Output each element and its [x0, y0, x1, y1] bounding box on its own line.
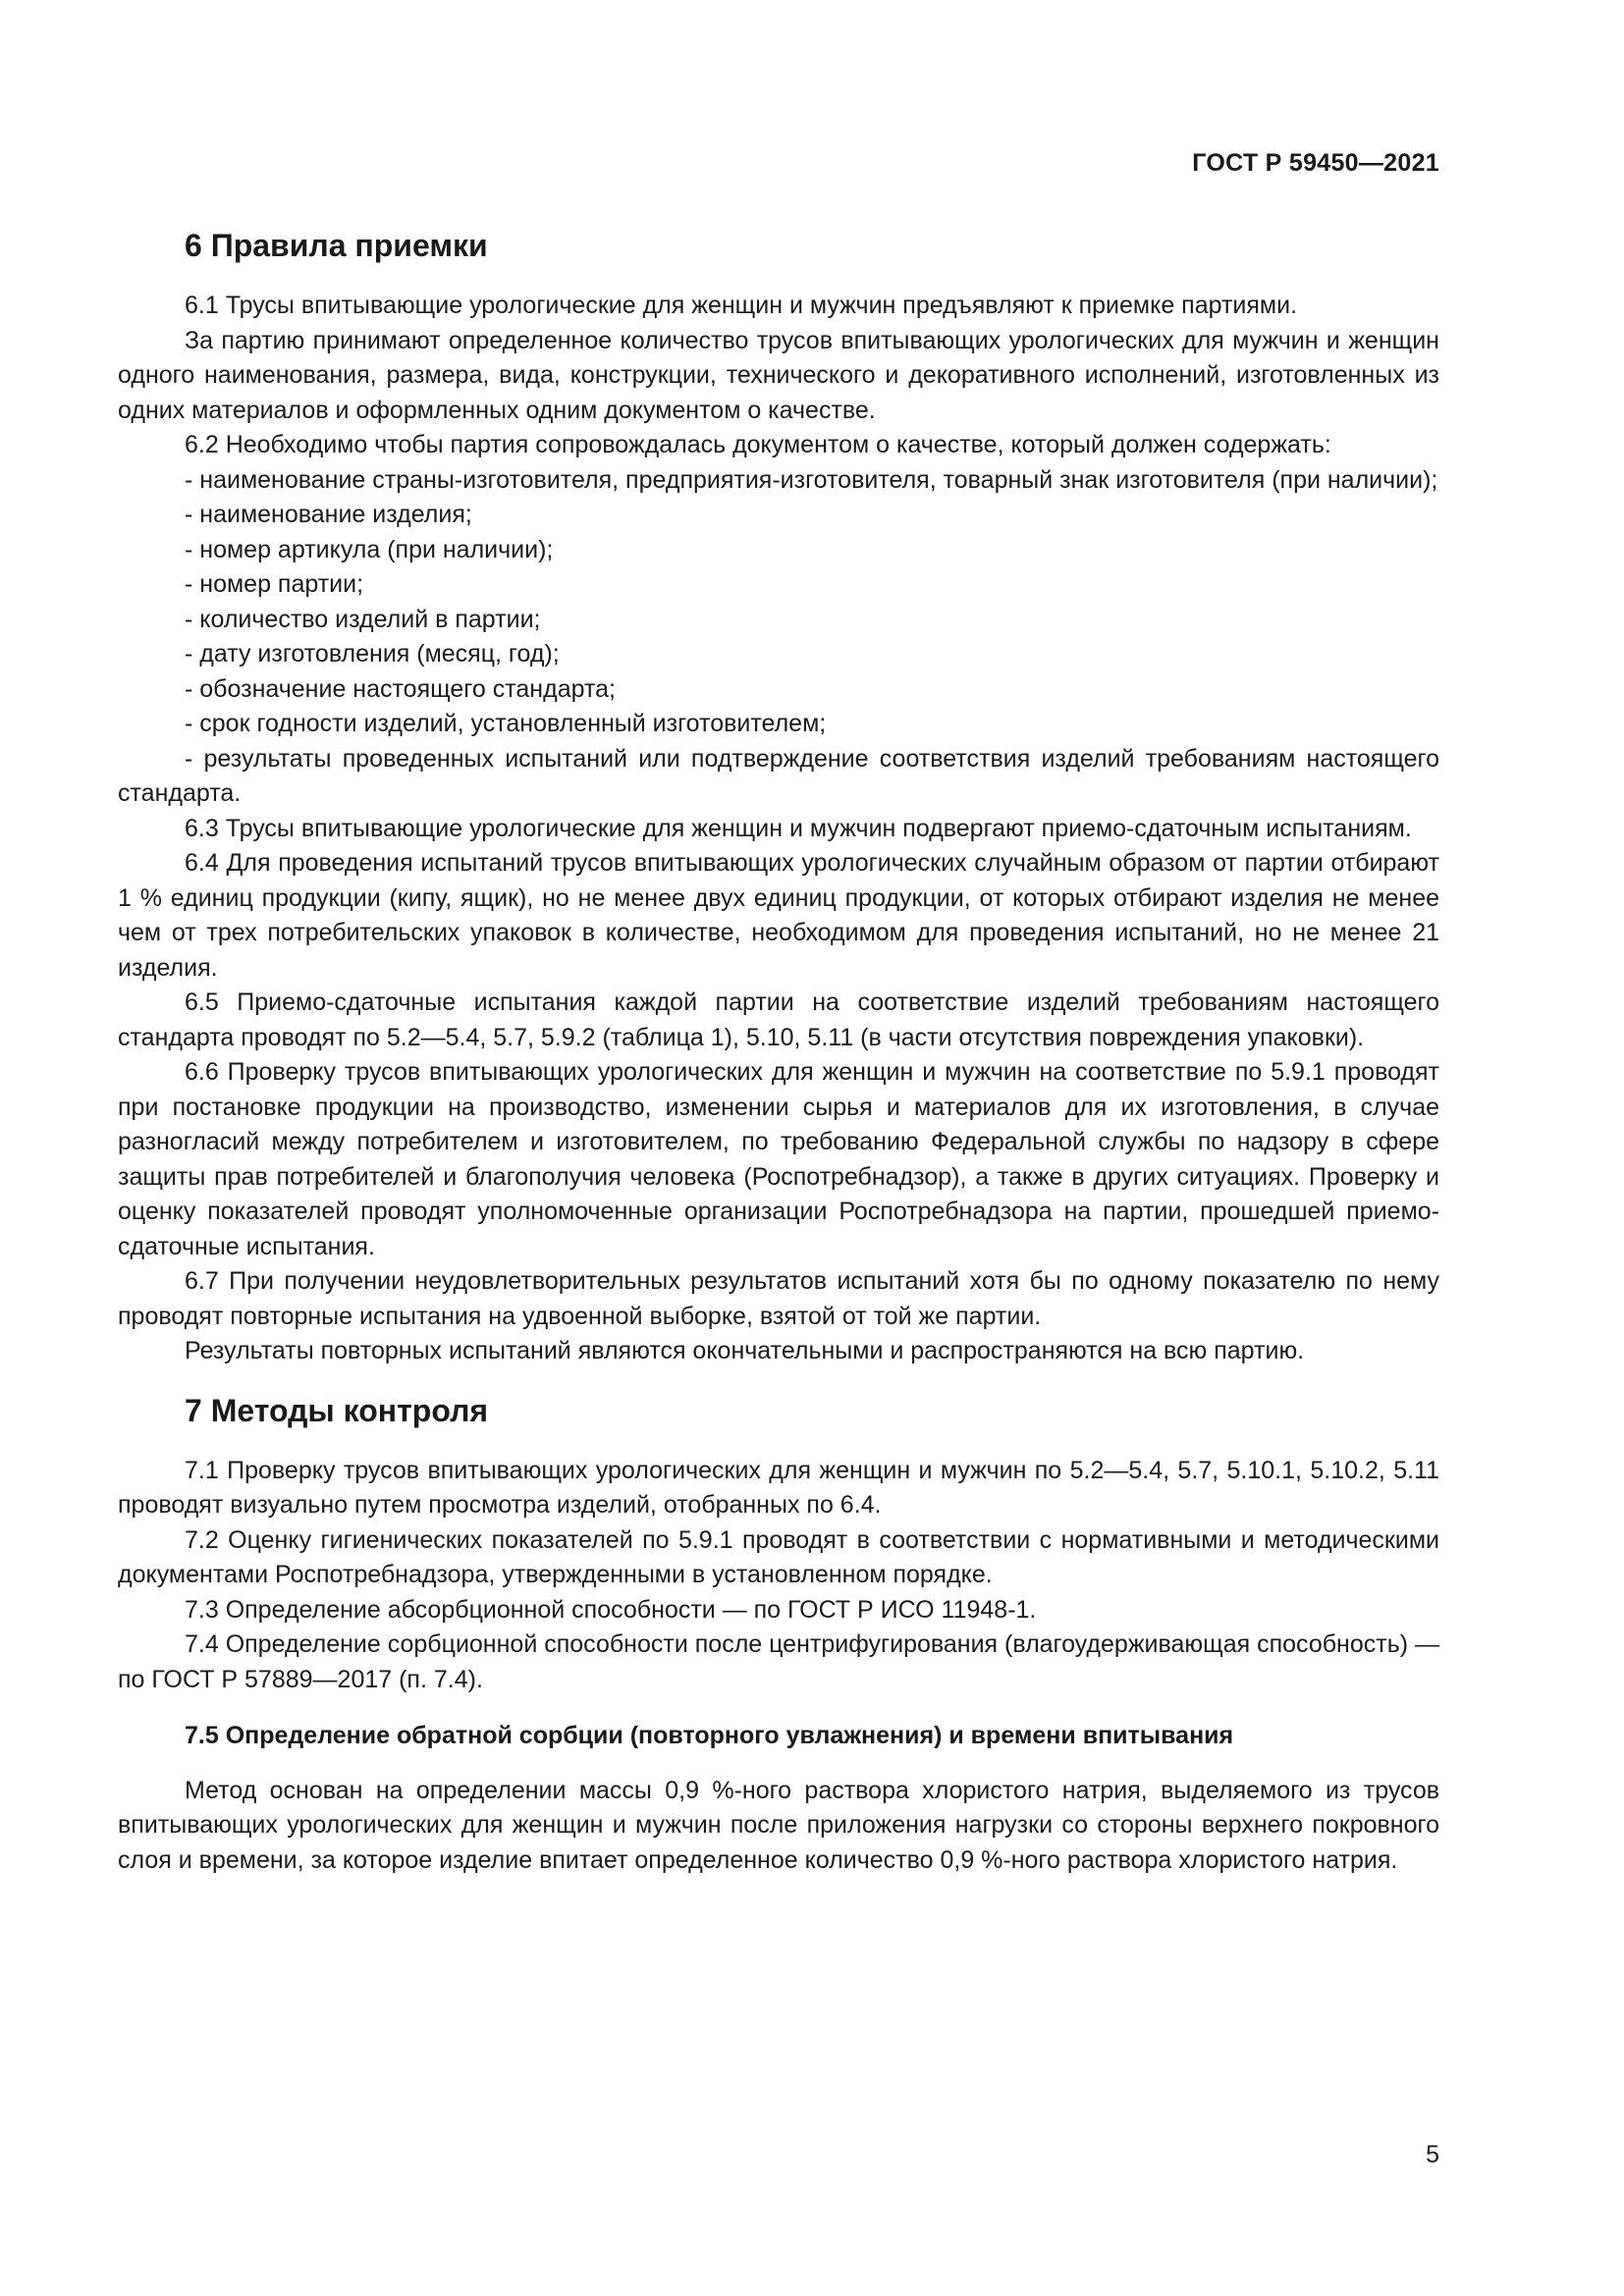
- paragraph-7-5: Метод основан на определении массы 0,9 %-ного раствора хлористого натрия, выделяемого из трусов впитывающих урологических для женщин и мужчин после приложения нагрузки со стороны верхнего покровного слоя и времени, за которое изделие впитает определенное количество 0,9 %-ного раствора хлористого натрия.: [118, 1776, 1439, 1874]
- paragraph-6-7-results: Результаты повторных испытаний являются окончательными и распространяются на всю партию.: [185, 1337, 1305, 1364]
- quality-document-list: [118, 463, 1439, 812]
- document-body: [118, 224, 1439, 1878]
- paragraph-6-5: 6.5 Приемо-сдаточные испытания каждой партии на соответствие изделий требованиям настоящего стандарта проводят по 5.2—5.4, 5.7, 5.9.2 (таблица 1), 5.10, 5.11 (в части отсутствия повреждения упаковки).: [118, 988, 1439, 1051]
- list-item: - номер артикула (при наличии);: [185, 535, 554, 563]
- paragraph-6-2: 6.2 Необходимо чтобы партия сопровождалась документом о качестве, который должен содержать:: [185, 431, 1331, 458]
- list-item: - наименование изделия;: [185, 501, 472, 528]
- list-item: - номер партии;: [185, 570, 364, 598]
- list-item: - срок годности изделий, установленный изготовителем;: [185, 710, 827, 737]
- paragraph-6-4: 6.4 Для проведения испытаний трусов впитывающих урологических случайным образом от партии отбирают 1 % единиц продукции (кипу, ящик), но не менее двух единиц продукции, от которых отбирают изделия не менее чем от трех потребительских упаковок в количестве, необходимом для проведения испытаний, но не менее 21 изделия.: [118, 849, 1439, 982]
- list-item: - дату изготовления (месяц, год);: [185, 640, 560, 667]
- document-page: [118, 0, 1439, 2296]
- subsection-7-5-title: 7.5 Определение обратной сорбции (повторного увлажнения) и времени впитывания: [185, 1722, 1234, 1749]
- list-item: - количество изделий в партии;: [185, 605, 541, 633]
- page-number: 5: [1426, 2141, 1439, 2168]
- paragraph-6-1: 6.1 Трусы впитывающие урологические для женщин и мужчин предъявляют к приемке партиями.: [185, 292, 1298, 319]
- document-code: ГОСТ Р 59450—2021: [1192, 149, 1439, 177]
- section-6-title: 6 Правила приемки: [185, 228, 488, 263]
- paragraph-7-4: 7.4 Определение сорбционной способности после центрифугирования (влагоудерживающая способность) — по ГОСТ Р 57889—2017 (п. 7.4).: [118, 1630, 1440, 1693]
- paragraph-6-3: 6.3 Трусы впитывающие урологические для женщин и мужчин подвергают приемо-сдаточным испытаниям.: [185, 814, 1412, 842]
- paragraph-6-6: 6.6 Проверку трусов впитывающих урологических для женщин и мужчин на соответствие по 5.9.1 проводят при постановке продукции на производство, изменении сырья и материалов для их изготовления, в случае разногласий между потребителем и изготовителем, по требованию Федеральной службы по надзору в сфере защиты прав потребителей и благополучия человека (Роспотребнадзор), а также в других ситуациях. Проверку и оценку показателей проводят уполномоченные организации Роспотребнадзора на партии, прошедшей приемо-сдаточные испытания.: [118, 1058, 1439, 1260]
- paragraph-6-7: 6.7 При получении неудовлетворительных результатов испытаний хотя бы по одному показателю по нему проводят повторные испытания на удвоенной выборке, взятой от той же партии.: [118, 1267, 1439, 1330]
- paragraph-7-3: 7.3 Определение абсорбционной способности — по ГОСТ Р ИСО 11948-1.: [185, 1595, 1037, 1624]
- list-item: - наименование страны-изготовителя, предприятия-изготовителя, товарный знак изготовителя (при наличии);: [185, 465, 1438, 494]
- paragraph-6-1-lot: За партию принимают определенное количество трусов впитывающих урологических для мужчин и женщин одного наименования, размера, вида, конструкции, технического и декоративного исполнений, изготовленных из одних материалов и оформленных одним документом о качестве.: [118, 326, 1439, 424]
- list-item: - результаты проведенных испытаний или подтверждение соответствия изделий требованиям настоящего стандарта.: [118, 744, 1439, 807]
- list-item: - обозначение настоящего стандарта;: [185, 674, 616, 703]
- section-7-title: 7 Методы контроля: [185, 1392, 489, 1428]
- paragraph-7-2: 7.2 Оценку гигиенических показателей по 5.9.1 проводят в соответствии с нормативными и методическими документами Роспотребнадзора, утвержденными в установленном порядке.: [118, 1525, 1439, 1588]
- paragraph-7-1: 7.1 Проверку трусов впитывающих урологических для женщин и мужчин по 5.2—5.4, 5.7, 5.10.1, 5.10.2, 5.11 проводят визуально путем просмотра изделий, отобранных по 6.4.: [118, 1456, 1439, 1519]
